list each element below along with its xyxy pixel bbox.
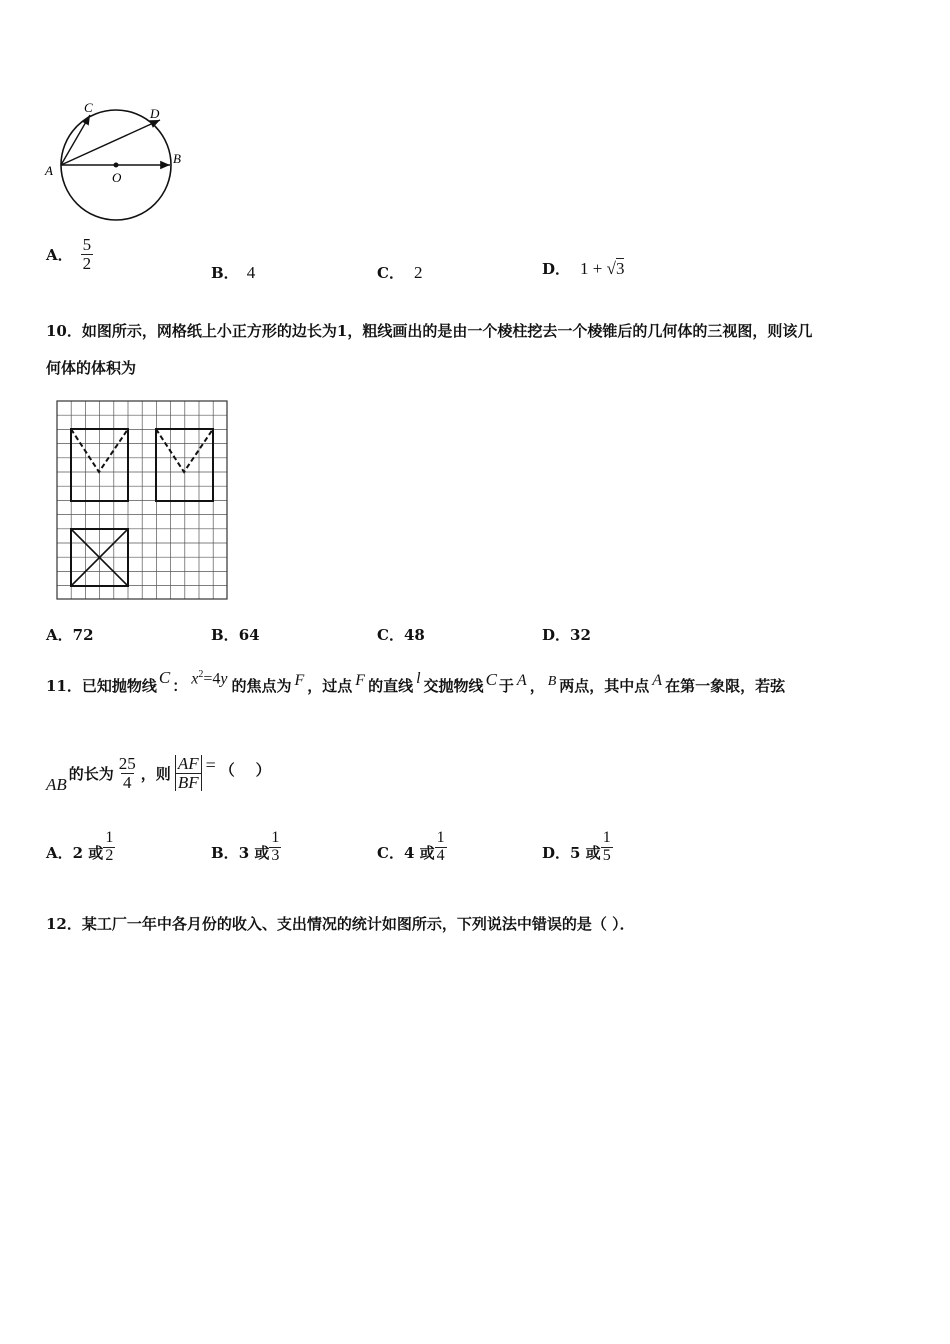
q11-option-d[interactable]: D． 5 或 $\frac{1}{5}$ <box>542 829 611 864</box>
chord-length-fraction: $\frac{25}{4}$ <box>118 753 136 792</box>
fraction: $\frac{5}{2}$ <box>82 235 92 273</box>
vector-AC <box>61 115 90 165</box>
point-label-B: B <box>173 151 181 166</box>
option-value: 72 <box>72 626 94 644</box>
option-value: 64 <box>238 626 260 644</box>
point-label-A: A <box>45 163 53 178</box>
math-F: F <box>294 672 305 689</box>
math-C: C <box>485 670 497 689</box>
q9-option-c[interactable] <box>377 262 422 283</box>
math-A: A <box>652 672 663 689</box>
option-label: D． <box>542 260 571 278</box>
math-C: C <box>158 668 171 687</box>
q12-stem: 12．某工厂一年中各月份的收入、支出情况的统计如图所示，下列说法中错误的是（ ）． <box>46 915 635 933</box>
q11-option-c[interactable]: C． 4 或 $\frac{1}{4}$ <box>377 829 445 864</box>
math-AB: AB <box>46 775 67 794</box>
q9-option-d[interactable] <box>542 258 624 279</box>
radicand: 3 <box>615 259 625 278</box>
q11-option-a[interactable]: A． 2 或 $\frac{1}{2}$ <box>46 829 114 864</box>
option-label: D． <box>542 626 571 644</box>
math-A: A <box>516 672 527 689</box>
option-label: C． <box>377 264 404 282</box>
option-label: A． <box>46 626 73 644</box>
option-label: B． <box>211 626 239 644</box>
ratio-fraction: $\frac{AF}{BF}$ <box>175 755 202 792</box>
q10-option-c[interactable] <box>377 624 425 645</box>
three-view-grid-figure <box>56 400 228 600</box>
fraction: $\frac{1}{5}$ <box>602 829 611 864</box>
option-value: 2 <box>413 262 423 282</box>
circle-figure <box>40 95 200 230</box>
q10-stem-line2: 何体的体积为 <box>46 359 137 377</box>
option-value: 4 <box>246 262 256 282</box>
q11-stem-line1: 11．已知抛物线 C ： $x^2=4y$ 的焦点为 F ，过点 F 的直线 l 交抛物线 C 于 A ， B 两点，其中点 A 在第一象限，若弦 <box>46 668 786 695</box>
fraction: $\frac{1}{2}$ <box>105 829 114 864</box>
parabola-equation: $x^2=4y$ <box>191 668 228 687</box>
fraction: $\frac{1}{4}$ <box>436 829 445 864</box>
sqrt-symbol: √ <box>606 258 616 278</box>
point-label-C: C <box>84 100 93 115</box>
option-value-prefix: 1 + <box>580 258 607 278</box>
q10-option-d[interactable] <box>542 624 591 645</box>
math-F: F <box>355 672 366 689</box>
math-l: l <box>416 670 421 687</box>
option-label: B． <box>211 264 239 282</box>
option-label: A． <box>46 245 73 264</box>
q11-option-b[interactable]: B． 3 或 $\frac{1}{3}$ <box>211 829 280 864</box>
option-label: C． <box>377 626 404 644</box>
q9-option-a[interactable] <box>46 236 93 273</box>
option-value: 32 <box>570 626 591 644</box>
q11-stem-line2: AB 的长为 $\frac{25}{4}$ ，则 $\frac{AF}{BF}$ = （ ） <box>46 753 271 794</box>
q9-option-b[interactable] <box>211 262 255 283</box>
fraction: $\frac{1}{3}$ <box>271 829 280 864</box>
option-value: 48 <box>403 626 425 644</box>
point-label-D: D <box>150 106 160 121</box>
math-B: B <box>547 674 557 689</box>
q10-stem-line1: 10．如图所示，网格纸上小正方形的边长为1，粗线画出的是由一个棱柱挖去一个棱锥后的几何体的三视图，则该几 <box>46 322 813 340</box>
point-label-O: O <box>112 170 122 185</box>
q10-option-b[interactable] <box>211 624 260 645</box>
q10-option-a[interactable] <box>46 624 94 645</box>
center-point-O <box>114 163 119 168</box>
